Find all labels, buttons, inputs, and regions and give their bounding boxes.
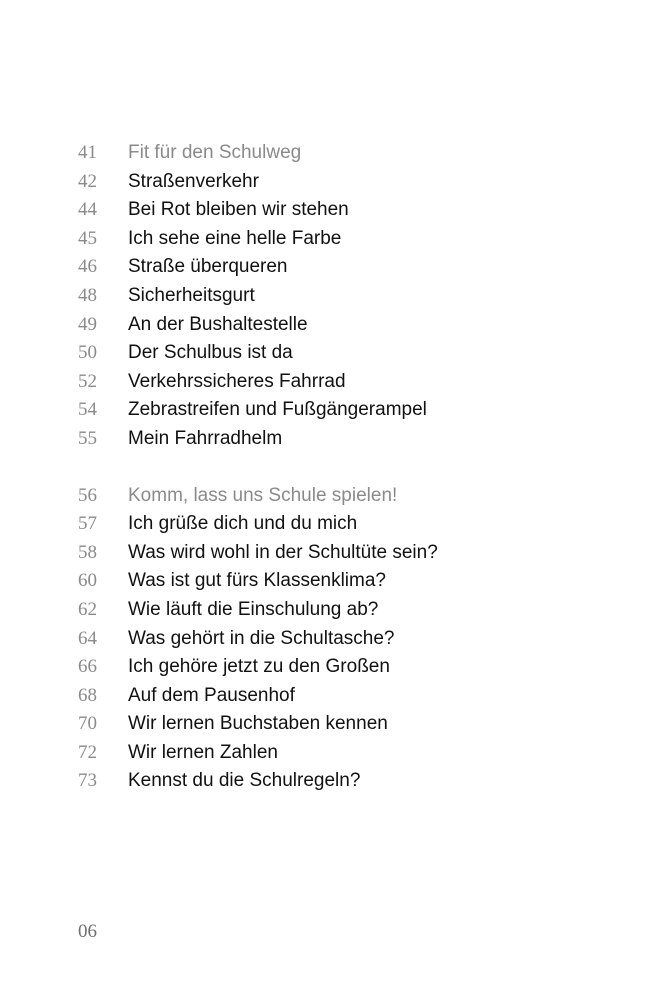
toc-entry: [78, 567, 638, 596]
toc-page-number: 62: [78, 598, 97, 620]
toc-entry: [78, 396, 638, 425]
toc-entry: [78, 510, 638, 539]
toc-section-title: Komm, lass uns Schule spielen!: [128, 484, 398, 506]
toc-page-number: 58: [78, 541, 97, 563]
toc-entry: [78, 282, 638, 311]
toc-entry-title: Straße überqueren: [128, 256, 288, 278]
toc-entry: [78, 596, 638, 625]
toc-section-schule-spielen: [78, 482, 638, 797]
toc-page-number: 48: [78, 284, 97, 306]
toc-page-number: 57: [78, 513, 97, 535]
toc-entry-title: Was wird wohl in der Schultüte sein?: [128, 541, 438, 563]
toc-entry: [78, 196, 638, 225]
table-of-contents: [78, 139, 638, 796]
toc-entry: [78, 539, 638, 568]
toc-entry-title: Der Schulbus ist da: [128, 342, 293, 364]
toc-page-number: 54: [78, 399, 97, 421]
toc-page-number: 64: [78, 627, 97, 649]
toc-entry-title: Zebrastreifen und Fußgängerampel: [128, 399, 427, 421]
toc-page-number: 46: [78, 256, 97, 278]
toc-entry-title: Wir lernen Zahlen: [128, 741, 278, 763]
toc-entry-title: Wir lernen Buchstaben kennen: [128, 713, 388, 735]
toc-page-number: 68: [78, 684, 97, 706]
toc-entry: [78, 710, 638, 739]
toc-entry: [78, 625, 638, 654]
toc-page-number: 56: [78, 484, 97, 506]
toc-entry: [78, 311, 638, 340]
toc-page-number: 45: [78, 227, 97, 249]
toc-section-schulweg: [78, 139, 638, 454]
toc-entry: [78, 682, 638, 711]
toc-entry-title: Was gehört in die Schultasche?: [128, 627, 395, 649]
toc-entry-title: Verkehrssicheres Fahrrad: [128, 370, 346, 392]
toc-entry-title: Mein Fahrradhelm: [128, 427, 283, 449]
toc-page-number: 70: [78, 713, 97, 735]
toc-page-number: 55: [78, 427, 97, 449]
toc-entry-title: Kennst du die Schulregeln?: [128, 770, 361, 792]
toc-section-heading: [78, 139, 638, 168]
toc-entry: [78, 368, 638, 397]
toc-entry-title: An der Bushaltestelle: [128, 313, 308, 335]
toc-page-number: 42: [78, 170, 97, 192]
toc-entry-title: Straßenverkehr: [128, 170, 259, 192]
toc-page-number: 72: [78, 741, 97, 763]
toc-entry-title: Bei Rot bleiben wir stehen: [128, 199, 349, 221]
toc-page-number: 41: [78, 142, 97, 163]
toc-page-number: 50: [78, 342, 97, 364]
toc-entry-title: Ich grüße dich und du mich: [128, 513, 358, 535]
toc-entry: [78, 253, 638, 282]
toc-entry-title: Wie läuft die Einschulung ab?: [128, 598, 379, 620]
toc-entry: [78, 225, 638, 254]
toc-entry-title: Sicherheitsgurt: [128, 284, 255, 306]
toc-entry: [78, 339, 638, 368]
toc-section-title: Fit für den Schulweg: [128, 142, 302, 163]
toc-entry-title: Auf dem Pausenhof: [128, 684, 295, 706]
toc-entry: [78, 425, 638, 454]
toc-page-number: 60: [78, 570, 97, 592]
toc-entry: [78, 653, 638, 682]
toc-entry: [78, 168, 638, 197]
toc-entry-title: Ich gehöre jetzt zu den Großen: [128, 656, 390, 678]
toc-page-number: 44: [78, 199, 97, 221]
toc-page-number: 52: [78, 370, 97, 392]
toc-entry: [78, 767, 638, 796]
toc-entry: [78, 739, 638, 768]
toc-entry-title: Was ist gut fürs Klassenklima?: [128, 570, 386, 592]
toc-page-number: 49: [78, 313, 97, 335]
toc-entry-title: Ich sehe eine helle Farbe: [128, 227, 342, 249]
toc-page-number: 73: [78, 770, 97, 792]
page-number: 06: [78, 921, 97, 942]
toc-section-heading: [78, 482, 638, 511]
toc-page-number: 66: [78, 656, 97, 678]
